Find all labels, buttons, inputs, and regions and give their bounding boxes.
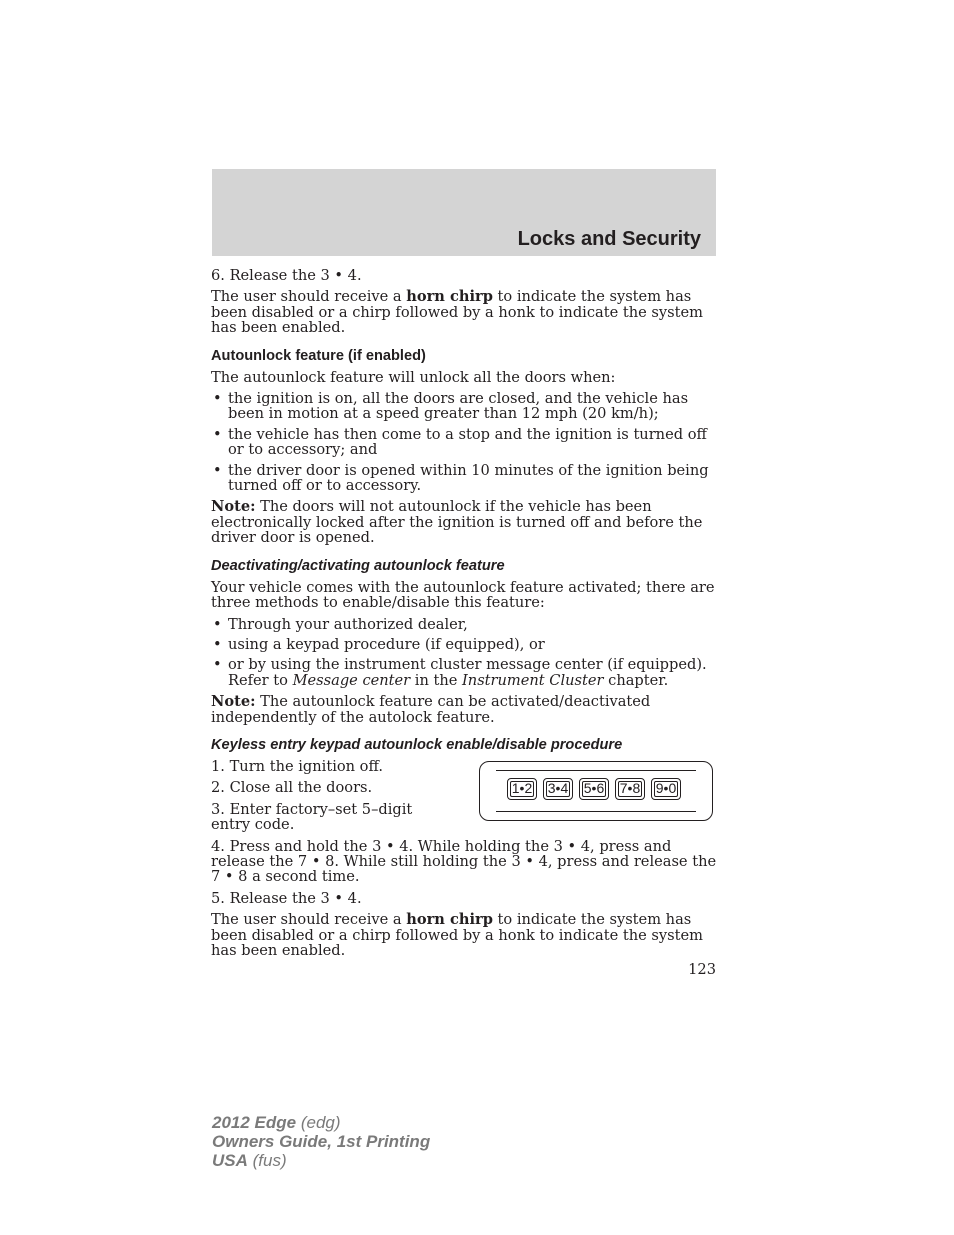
note-label: Note: <box>211 498 256 516</box>
deactivating-methods-list <box>211 617 717 689</box>
bullet3-post: chapter. <box>603 671 669 689</box>
keypad-steps-1-3 <box>211 759 451 833</box>
document-footer <box>212 1113 430 1170</box>
footer-line-2 <box>212 1132 430 1151</box>
keypad-keys <box>507 778 681 800</box>
intro-result-bold: horn chirp <box>406 288 493 306</box>
keypad-key-1-2: 1•2 <box>507 778 537 800</box>
autounlock-note <box>211 499 717 545</box>
list-item: • the driver door is opened within 10 minutes of the ignition being turned off or to accessory. <box>211 463 717 494</box>
autounlock-conditions-list <box>211 391 717 493</box>
autounlock-heading: Autounlock feature (if enabled) <box>211 347 426 364</box>
keypad-step-2: 2. Close all the doors. <box>211 779 373 797</box>
keypad-illustration <box>479 761 713 821</box>
list-item: • the vehicle has then come to a stop and the ignition is turned off or to accessory; and <box>211 427 717 458</box>
page-number: 123 <box>688 961 716 978</box>
intro-result-post: to indicate the system has been disabled or a chirp followed by a honk to indicate the system has been enabled. <box>211 288 703 337</box>
list-item: • the ignition is on, all the doors are closed, and the vehicle has been in motion at a speed greater than 12 mph (20 km/h); <box>211 391 717 422</box>
intro-step-6: 6. Release the 3 • 4. <box>211 267 362 284</box>
keypad-step-4: 4. Press and hold the 3 • 4. While holding the 3 • 4, press and release the 7 • 8. While still holding the 3 • 4, press and release the 7 • 8 a second time. <box>211 837 717 886</box>
footer-model-code: (edg) <box>296 1113 341 1132</box>
intro-result-pre: The user should receive a <box>211 288 407 306</box>
keypad-key-7-8: 7•8 <box>615 778 645 800</box>
keypad-result-paragraph <box>211 912 717 958</box>
footer-guide-edition: Owners Guide, 1st Printing <box>212 1132 431 1151</box>
autounlock-lead: The autounlock feature will unlock all the doors when: <box>211 368 616 386</box>
footer-line-1 <box>212 1113 430 1132</box>
section-title: Locks and Security <box>517 228 701 250</box>
footer-market: USA <box>212 1151 248 1170</box>
footer-model: 2012 Edge <box>212 1113 297 1132</box>
keypad-result-post: to indicate the system has been disabled or a chirp followed by a honk to indicate the system has been enabled. <box>211 911 703 959</box>
footer-line-3 <box>212 1151 430 1170</box>
keypad-step-3: 3. Enter factory–set 5–digit entry code. <box>211 800 413 834</box>
instrument-cluster-reference: Instrument Cluster <box>462 671 604 689</box>
page-content <box>211 268 717 964</box>
keypad-procedure-heading: Keyless entry keypad autounlock enable/disable procedure <box>211 736 623 753</box>
keypad-key-9-0: 9•0 <box>651 778 681 800</box>
bullet3-pre: or by using the instrument cluster message center (if equipped). Refer to <box>228 656 707 689</box>
bullet3-mid: in the <box>410 671 463 689</box>
list-item <box>211 657 717 688</box>
keypad-result-bold: horn chirp <box>406 911 493 929</box>
keypad-bottom-line <box>496 811 696 812</box>
keypad-key-3-4: 3•4 <box>543 778 573 800</box>
list-item: • Through your authorized dealer, <box>211 617 717 632</box>
keypad-key-5-6: 5•6 <box>579 778 609 800</box>
note-text: The autounlock feature can be activated/deactivated independently of the autolock feature. <box>211 693 651 726</box>
section-header-band <box>212 169 716 256</box>
keypad-steps-with-figure <box>211 759 717 833</box>
list-item: • using a keypad procedure (if equipped), or <box>211 637 717 652</box>
note-label: Note: <box>211 693 256 711</box>
deactivating-note <box>211 694 717 725</box>
footer-market-code: (fus) <box>247 1151 287 1170</box>
keypad-result-pre: The user should receive a <box>211 911 407 929</box>
keypad-top-line <box>496 770 696 771</box>
keypad-step-5: 5. Release the 3 • 4. <box>211 889 362 907</box>
message-center-reference: Message center <box>292 671 411 689</box>
intro-result-paragraph <box>211 289 717 335</box>
keypad-step-1: 1. Turn the ignition off. <box>211 757 383 775</box>
note-text: The doors will not autounlock if the vehicle has been electronically locked after the ignition is turned off and before the driver door is opened. <box>211 498 703 547</box>
deactivating-heading: Deactivating/activating autounlock feature <box>211 557 505 574</box>
deactivating-lead: Your vehicle comes with the autounlock feature activated; there are three methods to enable/disable this feature: <box>211 578 715 612</box>
